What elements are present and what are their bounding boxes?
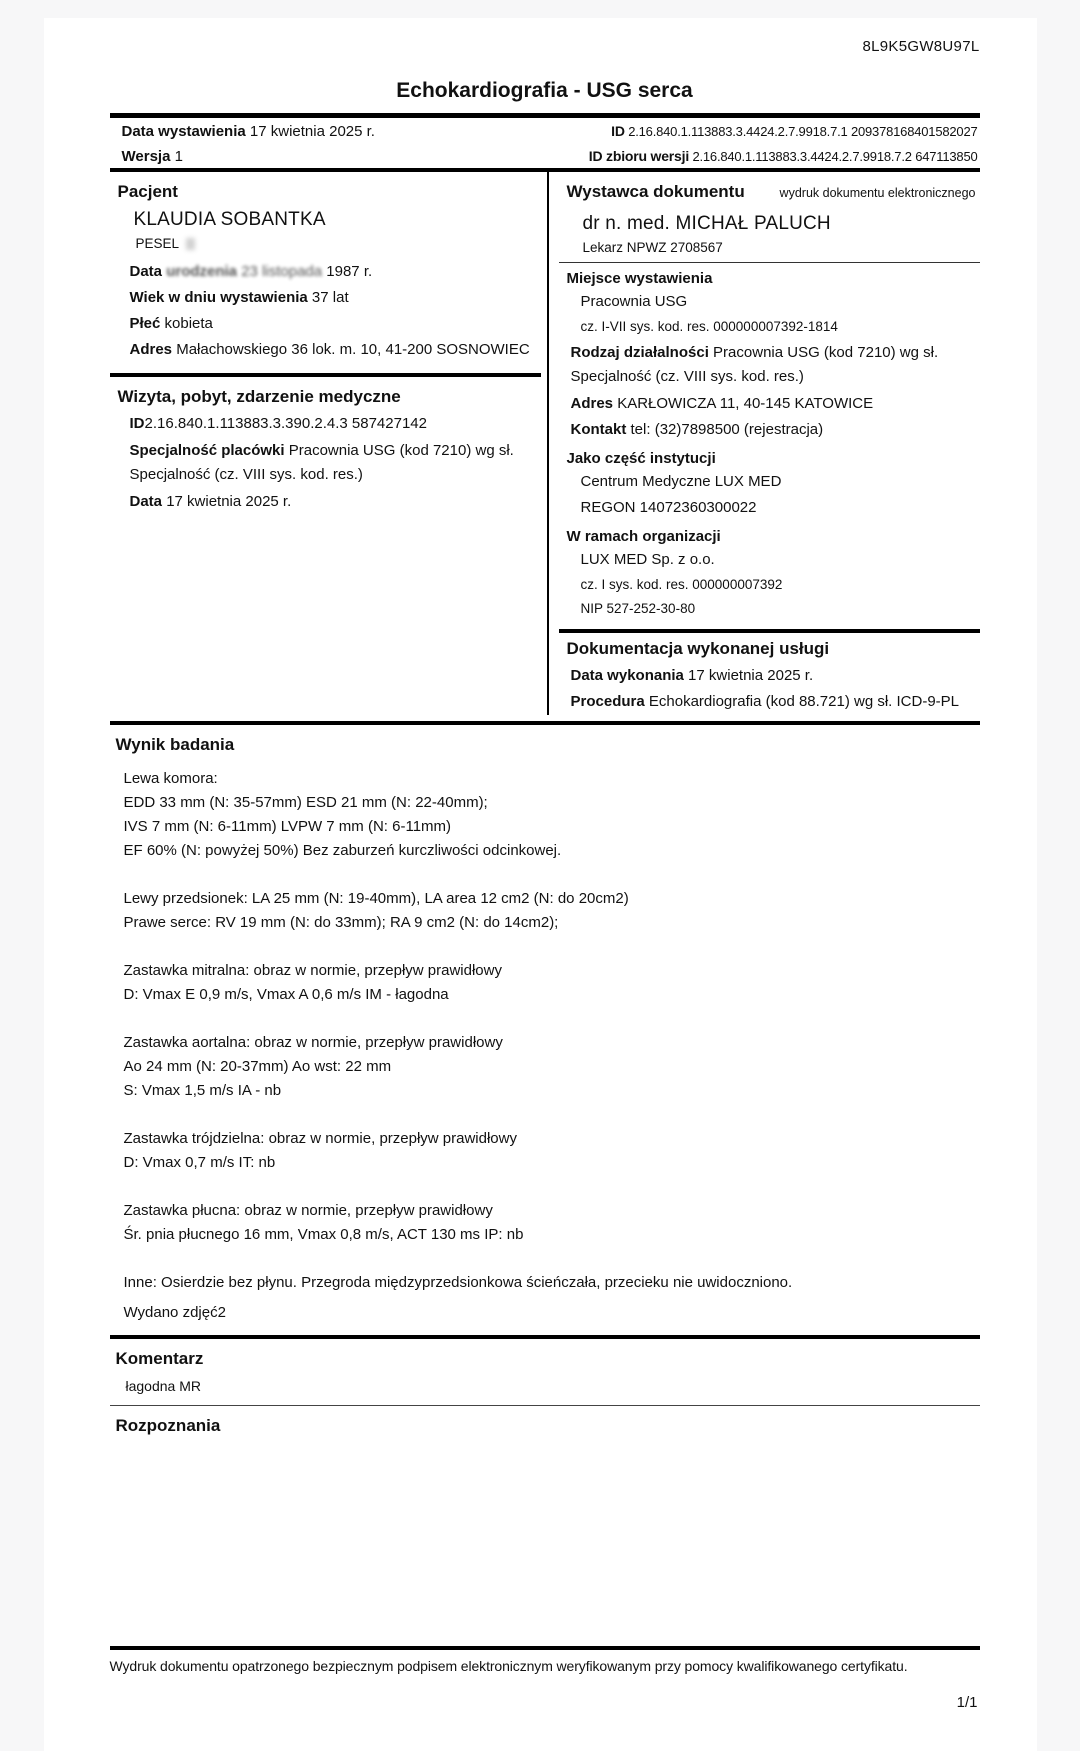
service-date-row [559,663,980,689]
result-line: EF 60% (N: powyżej 50%) Bez zaburzeń kurczliwości odcinkowej. [123,842,562,859]
result-line: EDD 33 mm (N: 35-57mm) ESD 21 mm (N: 22-40mm); [123,794,488,811]
issuer-section [559,172,980,621]
visit-date-label: Data [129,493,163,510]
result-line: Lewa komora: [123,770,218,787]
version-value: 1 [174,148,183,165]
birth-date-value-blurred: 23 listopada [241,263,323,280]
patient-section-title: Pacjent [117,182,178,201]
result-line: D: Vmax 0,7 m/s IT: nb [123,1154,276,1171]
footer-divider [110,1646,980,1650]
procedure-row [559,689,980,715]
birth-date-row [110,259,541,285]
procedure-label: Procedura [570,693,645,710]
place-of-issue-title: Miejsce wystawienia [566,270,713,287]
issuer-address-value: KARŁOWICZA 11, 40-145 KATOWICE [617,395,874,412]
photos-issued-note: Wydano zdjęć2 [123,1304,226,1321]
result-line: Zastawka aortalna: obraz w normie, przepływ prawidłowy [123,1034,503,1051]
patient-name: KLAUDIA SOBANTKA [133,209,326,230]
organization-name: LUX MED Sp. z o.o. [580,551,715,568]
issuer-section-title: Wystawca dokumentu [566,182,745,201]
facility-specialty-value: Pracownia USG (kod 7210) wg sł. Specjalność (cz. VIII sys. kod. res.) [129,442,514,483]
issue-date-field [122,123,375,141]
signature-certificate-note: Wydruk dokumentu opatrzonego bezpiecznym podpisem elektronicznym weryfikowanym przy pomocy kwalifikowanego certyfikatu. [109,1658,908,1674]
place-name: Pracownia USG [580,293,688,310]
result-line [124,1247,980,1271]
activity-type-label: Rodzaj działalności [570,344,709,361]
result-line [124,1007,980,1031]
issuer-address-label: Adres [570,395,614,412]
results-section-divider [110,1335,980,1339]
document-header [110,118,980,168]
result-line: Zastawka mitralna: obraz w normie, przepływ prawidłowy [123,962,502,979]
visit-id-label: ID [129,415,145,432]
patient-address-label: Adres [129,341,173,358]
service-date-value: 17 kwietnia 2025 r. [688,667,814,684]
procedure-value: Echokardiografia (kod 88.721) wg sł. ICD-9-PL [648,693,960,710]
doctor-license: Lekarz NPWZ 2708567 [559,240,980,263]
result-line: Inne: Osierdzie bez płynu. Przegroda międzyprzedsionkowa ścieńczała, przecieku nie uwidoczniono. [123,1274,793,1291]
issuer-contact-label: Kontakt [570,421,627,438]
page-number: 1/1 [956,1694,978,1711]
sex-value: kobieta [164,315,213,332]
sex-row [110,311,541,337]
institution-title: Jako część instytucji [566,450,716,467]
visit-date-value: 17 kwietnia 2025 r. [166,493,292,510]
comment-section-title: Komentarz [115,1349,204,1368]
document-id-value: 2.16.840.1.113883.3.4424.2.7.9918.7.1 209378168401582027 [628,124,978,139]
issuer-address-row [559,391,980,417]
result-line: IVS 7 mm (N: 6-11mm) LVPW 7 mm (N: 6-11mm) [123,818,452,835]
institution-name: Centrum Medyczne LUX MED [580,473,782,490]
comment-section [110,1349,980,1394]
header-row-issue [110,118,980,143]
visit-id-row [110,411,541,437]
facility-specialty-row [110,439,541,487]
results-text [110,767,980,1295]
comment-section-divider [110,1405,980,1406]
visit-section [110,387,541,515]
organization-code: cz. I sys. kod. res. 000000007392 [580,577,783,592]
result-line [124,863,980,887]
sex-label: Płeć [129,315,161,332]
patient-section [110,182,541,363]
diagnoses-section-title: Rozpoznania [115,1416,221,1435]
activity-type-row [559,341,980,389]
electronic-print-note: wydruk dokumentu elektronicznego [779,186,976,200]
service-date-label: Data wykonania [570,667,684,684]
issuer-header-row [559,172,980,206]
patient-section-divider [110,373,541,377]
issue-date-label: Data wystawienia [121,123,246,140]
visit-section-title: Wizyta, pobyt, zdarzenie medyczne [117,387,401,406]
result-line: Śr. pnia płucnego 16 mm, Vmax 0,8 m/s, ACT 130 ms IP: nb [123,1226,524,1243]
issuer-section-divider [559,629,980,633]
document-title: Echokardiografia - USG serca [396,79,693,102]
result-line [124,1175,980,1199]
result-line [124,935,980,959]
doctor-name: dr n. med. MICHAŁ PALUCH [582,213,831,234]
age-value: 37 lat [311,289,349,306]
pesel-label: PESEL [135,236,180,251]
header-row-version [110,143,980,168]
results-section [110,735,980,1321]
issuer-contact-row [559,417,980,443]
facility-specialty-label: Specjalność placówki [129,442,285,459]
columns-bottom-divider [110,721,980,725]
place-code: cz. I-VII sys. kod. res. 000000007392-1814 [580,319,838,334]
document-id-field [611,122,977,141]
birth-date-label-blurred: urodzenia [166,263,238,280]
right-column [547,172,980,715]
result-line: Lewy przedsionek: LA 25 mm (N: 19-40mm), LA area 12 cm2 (N: do 20cm2) [123,890,629,907]
diagnoses-section [110,1416,980,1644]
issue-date-value: 17 kwietnia 2025 r. [249,123,375,140]
version-set-id-label: ID zbioru wersji [588,148,690,164]
version-set-id-value: 2.16.840.1.113883.3.4424.2.7.9918.7.2 647113850 [692,149,978,164]
document-code: 8L9K5GW8U97L [862,38,980,55]
result-line: Zastawka trójdzielna: obraz w normie, przepływ prawidłowy [123,1130,517,1147]
results-section-title: Wynik badania [115,735,235,754]
age-row [110,285,541,311]
service-section-title: Dokumentacja wykonanej usługi [566,639,830,658]
left-column [110,172,547,715]
birth-date-value: 1987 r. [326,263,373,280]
birth-date-label: Data [129,263,163,280]
age-label: Wiek w dniu wystawienia [129,289,308,306]
patient-address-value: Małachowskiego 36 lok. m. 10, 41-200 SOSNOWIEC [176,341,530,358]
result-line: S: Vmax 1,5 m/s IA - nb [123,1082,282,1099]
organization-nip: NIP 527-252-30-80 [580,601,696,616]
visit-id-value: 2.16.840.1.113883.3.390.2.4.3 587427142 [144,415,427,432]
institution-regon: REGON 14072360300022 [580,499,757,516]
result-line: Prawe serce: RV 19 mm (N: do 33mm); RA 9 cm2 (N: do 14cm2); [123,914,559,931]
result-line: Zastawka płucna: obraz w normie, przepływ prawidłowy [123,1202,493,1219]
patient-address-row [110,337,541,363]
version-label: Wersja [121,148,171,165]
pesel-redacted-value [186,238,195,250]
service-section [559,639,980,715]
document-id-label: ID [611,123,625,139]
issuer-contact-value: tel: (32)7898500 (rejestracja) [630,421,824,438]
patient-pesel-row [110,236,541,251]
diagnoses-empty-area [110,1440,980,1644]
version-set-id-field [589,147,978,166]
result-line: Ao 24 mm (N: 20-37mm) Ao wst: 22 mm [123,1058,392,1075]
version-field [122,148,183,166]
visit-date-row [110,489,541,515]
document-page [44,18,1037,1751]
result-line: D: Vmax E 0,9 m/s, Vmax A 0,6 m/s IM - łagodna [123,986,449,1003]
activity-type-value: Pracownia USG (kod 7210) wg sł. Specjalność (cz. VIII sys. kod. res.) [570,344,939,385]
result-line [124,1103,980,1127]
organization-title: W ramach organizacji [566,528,721,545]
two-column-area [110,172,980,715]
comment-text: łagodna MR [125,1378,201,1394]
